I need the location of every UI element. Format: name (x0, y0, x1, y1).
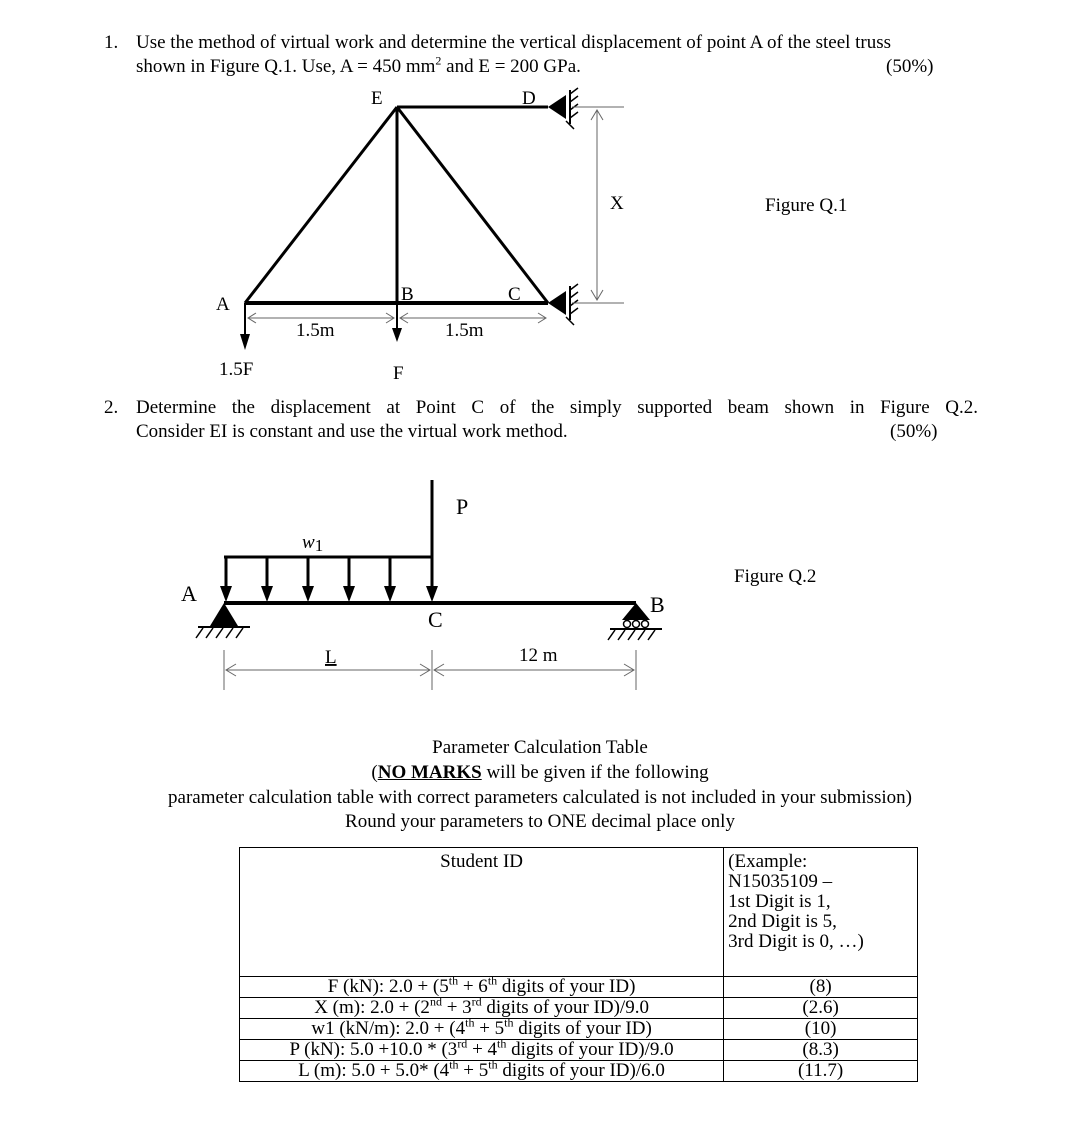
question-1-line-2 (136, 53, 581, 78)
table-warning-tail: will be given if the following (481, 762, 709, 783)
label-load-a: 1.5F (219, 359, 254, 380)
table-warning-open: ( (371, 762, 378, 783)
table-row (240, 1040, 918, 1061)
example-line-4: 2nd Digit is 5, (728, 911, 837, 932)
question-1-line-2-superscript: 2 (435, 53, 442, 68)
label-span: 12 m (519, 645, 558, 666)
param-value-L: (11.7) (724, 1061, 918, 1082)
label-w-main: w (302, 532, 315, 553)
question-1-line-2-tail: and E = 200 GPa. (441, 56, 581, 77)
label-A: A (216, 294, 230, 315)
table-title: Parameter Calculation Table (432, 737, 648, 758)
question-2-number: 2. (104, 397, 119, 418)
param-value-P: (8.3) (724, 1040, 918, 1061)
label-w-sub: 1 (314, 536, 324, 555)
label-P: P (456, 494, 469, 519)
param-formula-L: L (m): 5.0 + 5.0* (4th + 5th digits of your ID)/6.0 (240, 1061, 724, 1082)
label-X: X (610, 193, 624, 214)
figure-q1-caption: Figure Q.1 (765, 195, 848, 216)
table-rounding-note: Round your parameters to ONE decimal place only (345, 811, 735, 832)
label-B: B (401, 284, 414, 305)
support-C (548, 284, 578, 325)
table-warning (0, 761, 1080, 785)
member-E-C (397, 107, 548, 303)
param-formula-X: X (m): 2.0 + (2nd + 3rd digits of your ID)/9.0 (240, 998, 724, 1019)
question-2-percent: (50%) (890, 421, 938, 442)
table-note: parameter calculation table with correct parameters calculated is not included in your submission) (168, 787, 912, 808)
dimension-beam (224, 650, 636, 690)
question-1-percent: (50%) (886, 56, 934, 77)
load-arrow-B (392, 303, 402, 342)
question-1-line-1: Use the method of virtual work and determine the vertical displacement of point A of the steel truss (136, 32, 892, 53)
example-line-1: (Example: (728, 851, 808, 872)
example-cell (724, 848, 918, 977)
table-row-student-id (240, 848, 918, 977)
param-value-w1: (10) (724, 1019, 918, 1040)
example-line-2: N15035109 – (728, 871, 833, 892)
question-2-line-1: Determine the displacement at Point C of the simply supported beam shown in Figure Q.2. (136, 397, 978, 418)
pin-support-A (196, 603, 250, 638)
figure-q1-truss (0, 80, 1080, 390)
param-value-X: (2.6) (724, 998, 918, 1019)
label-B: B (650, 592, 665, 617)
label-L: L (325, 647, 337, 668)
question-1-line-2-text: shown in Figure Q.1. Use, A = 450 mm (136, 56, 436, 77)
table-row (240, 998, 918, 1019)
example-line-3: 1st Digit is 1, (728, 891, 831, 912)
label-dim-2: 1.5m (445, 320, 484, 341)
param-formula-P: P (kN): 5.0 +10.0 * (3rd + 4th digits of your ID)/9.0 (240, 1040, 724, 1061)
label-E: E (371, 88, 383, 109)
parameter-table (239, 847, 918, 1082)
label-load-b: F (393, 363, 404, 384)
load-arrow-A (240, 303, 250, 350)
question-1-number: 1. (104, 32, 119, 53)
figure-q2-beam (0, 470, 1080, 720)
label-D: D (522, 88, 536, 109)
support-D (548, 88, 578, 129)
point-load-P (426, 480, 438, 602)
member-A-E (245, 107, 397, 303)
param-formula-F: F (kN): 2.0 + (5th + 6th digits of your ID) (240, 977, 724, 998)
param-value-F: (8) (724, 977, 918, 998)
student-id-label: Student ID (240, 848, 724, 977)
label-dim-1: 1.5m (296, 320, 335, 341)
table-row (240, 1019, 918, 1040)
example-line-5: 3rd Digit is 0, …) (728, 931, 864, 952)
question-2-line-2: Consider EI is constant and use the virtual work method. (136, 421, 568, 442)
table-warning-bold: NO MARKS (377, 762, 482, 783)
distributed-load-w1 (220, 557, 432, 602)
param-formula-w1: w1 (kN/m): 2.0 + (4th + 5th digits of your ID) (240, 1019, 724, 1040)
label-C: C (508, 284, 521, 305)
table-row (240, 977, 918, 998)
label-w (302, 532, 323, 555)
label-C: C (428, 607, 443, 632)
figure-q2-caption: Figure Q.2 (734, 566, 817, 587)
label-A: A (181, 581, 197, 606)
table-row (240, 1061, 918, 1082)
